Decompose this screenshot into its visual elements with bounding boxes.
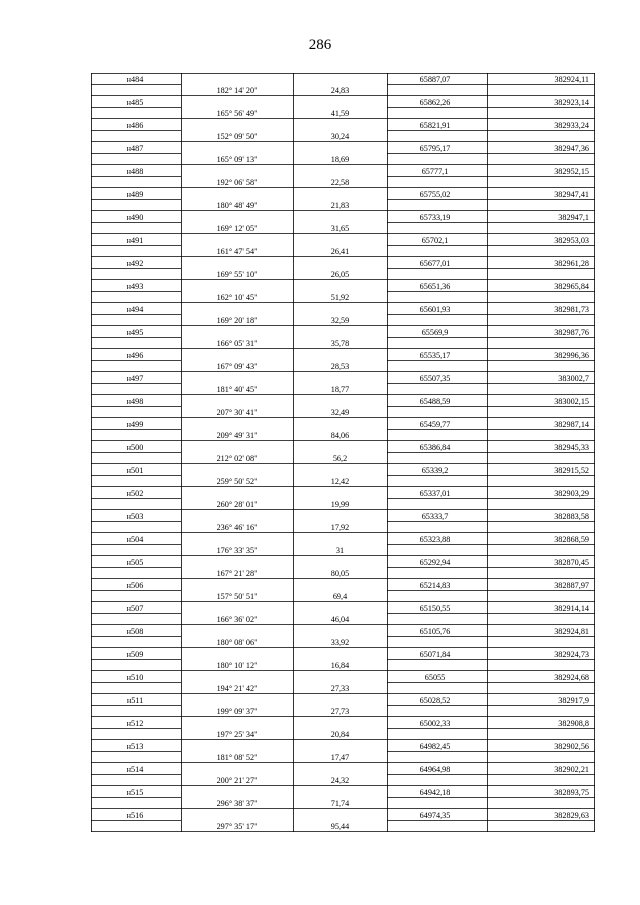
direction-angle: 260° 28' 01"	[216, 500, 258, 509]
point-label: н489	[126, 190, 144, 199]
direction-angle: 296° 38' 37"	[216, 799, 258, 808]
segment-length: 27,73	[330, 707, 350, 716]
direction-angle: 194° 21' 42"	[216, 684, 258, 693]
point-label: н493	[126, 282, 144, 291]
segment-length: 30,24	[330, 132, 350, 141]
y-coordinate: 382981,73	[554, 305, 589, 314]
table-row	[91, 142, 595, 165]
segment-length: 31	[335, 546, 345, 555]
point-label: н511	[126, 696, 144, 705]
table-row	[91, 671, 595, 694]
point-label: н500	[126, 443, 144, 452]
table-row	[91, 165, 595, 188]
x-coordinate: 65755,02	[419, 190, 451, 199]
y-coordinate: 382996,36	[554, 351, 589, 360]
segment-length: 27,33	[330, 684, 350, 693]
segment-length: 80,05	[330, 569, 350, 578]
direction-angle: 180° 10' 12"	[216, 661, 258, 670]
direction-angle: 169° 12' 05"	[216, 224, 258, 233]
table-row	[91, 395, 595, 418]
x-coordinate: 65150,55	[419, 604, 451, 613]
x-coordinate: 65105,76	[419, 627, 451, 636]
direction-angle: 165° 09' 13"	[216, 155, 258, 164]
y-coordinate: 382953,03	[554, 236, 589, 245]
x-coordinate: 65887,07	[419, 75, 451, 84]
x-coordinate: 65323,88	[419, 535, 451, 544]
segment-length: 18,69	[330, 155, 350, 164]
table-row	[91, 740, 595, 763]
y-coordinate: 382902,21	[554, 765, 589, 774]
table-row	[91, 418, 595, 441]
point-label: н516	[126, 811, 144, 820]
coordinate-table	[91, 73, 595, 832]
y-coordinate: 382917,9	[558, 696, 589, 705]
segment-length: 69,4	[332, 592, 348, 601]
table-row	[91, 786, 595, 809]
x-coordinate: 65733,19	[419, 213, 451, 222]
point-label: н507	[126, 604, 144, 613]
point-label: н494	[126, 305, 144, 314]
y-coordinate: 382924,81	[554, 627, 589, 636]
x-coordinate: 65337,01	[419, 489, 451, 498]
point-label: н490	[126, 213, 144, 222]
direction-angle: 199° 09' 37"	[216, 707, 258, 716]
direction-angle: 236° 46' 16"	[216, 523, 258, 532]
table-row	[91, 96, 595, 119]
x-coordinate: 65488,59	[419, 397, 451, 406]
point-label: н506	[126, 581, 144, 590]
direction-angle: 181° 08' 52"	[216, 753, 258, 762]
point-label: н488	[126, 167, 144, 176]
segment-length: 21,83	[330, 201, 350, 210]
x-coordinate: 65339,2	[421, 466, 449, 475]
direction-angle: 169° 20' 18"	[216, 316, 258, 325]
table-row	[91, 763, 595, 786]
segment-length: 33,92	[330, 638, 350, 647]
y-coordinate: 382915,52	[554, 466, 589, 475]
direction-angle: 200° 21' 27"	[216, 776, 258, 785]
segment-length: 51,92	[330, 293, 350, 302]
x-coordinate: 65535,17	[419, 351, 451, 360]
y-coordinate: 382987,76	[554, 328, 589, 337]
segment-length: 32,59	[330, 316, 350, 325]
segment-length: 56,2	[332, 454, 348, 463]
table-row	[91, 326, 595, 349]
x-coordinate: 65569,9	[421, 328, 449, 337]
point-label: н508	[126, 627, 144, 636]
direction-angle: 157° 50' 51"	[216, 592, 258, 601]
direction-angle: 165° 56' 49"	[216, 109, 258, 118]
direction-angle: 166° 05' 31"	[216, 339, 258, 348]
point-label: н487	[126, 144, 144, 153]
segment-length: 24,83	[330, 86, 350, 95]
segment-length: 71,74	[330, 799, 350, 808]
table-row	[91, 579, 595, 602]
x-coordinate: 64974,35	[419, 811, 451, 820]
table-row	[91, 602, 595, 625]
point-label: н501	[126, 466, 144, 475]
direction-angle: 166° 36' 02"	[216, 615, 258, 624]
segment-length: 24,32	[330, 776, 350, 785]
y-coordinate: 382883,58	[554, 512, 589, 521]
table-row	[91, 372, 595, 395]
direction-angle: 181° 40' 45"	[216, 385, 258, 394]
point-label: н485	[126, 98, 144, 107]
direction-angle: 162° 10' 45"	[216, 293, 258, 302]
y-coordinate: 382947,36	[554, 144, 589, 153]
x-coordinate: 65002,33	[419, 719, 451, 728]
y-coordinate: 382952,15	[554, 167, 589, 176]
x-coordinate: 64942,18	[419, 788, 451, 797]
table-row	[91, 73, 595, 96]
y-coordinate: 382924,68	[554, 673, 589, 682]
y-coordinate: 382961,28	[554, 259, 589, 268]
y-coordinate: 382945,33	[554, 443, 589, 452]
y-coordinate: 382933,24	[554, 121, 589, 130]
point-label: н512	[126, 719, 144, 728]
point-label: н509	[126, 650, 144, 659]
y-coordinate: 382924,73	[554, 650, 589, 659]
segment-length: 95,44	[330, 822, 350, 831]
segment-length: 28,53	[330, 362, 350, 371]
x-coordinate: 65333,7	[421, 512, 449, 521]
table-row	[91, 188, 595, 211]
x-coordinate: 65459,77	[419, 420, 451, 429]
x-coordinate: 64982,45	[419, 742, 451, 751]
y-coordinate: 382923,14	[554, 98, 589, 107]
direction-angle: 207° 30' 41"	[216, 408, 258, 417]
table-row	[91, 533, 595, 556]
y-coordinate: 382868,59	[554, 535, 589, 544]
table-row	[91, 280, 595, 303]
direction-angle: 167° 21' 28"	[216, 569, 258, 578]
segment-length: 31,65	[330, 224, 350, 233]
point-label: н492	[126, 259, 144, 268]
table-row	[91, 441, 595, 464]
direction-angle: 212° 02' 08"	[216, 454, 258, 463]
y-coordinate: 382903,29	[554, 489, 589, 498]
x-coordinate: 65071,84	[419, 650, 451, 659]
x-coordinate: 65862,26	[419, 98, 451, 107]
direction-angle: 152° 09' 50"	[216, 132, 258, 141]
point-label: н491	[126, 236, 144, 245]
y-coordinate: 383002,7	[558, 374, 589, 383]
y-coordinate: 382947,41	[554, 190, 589, 199]
segment-length: 18,77	[330, 385, 350, 394]
segment-length: 16,84	[330, 661, 350, 670]
x-coordinate: 64964,98	[419, 765, 451, 774]
x-coordinate: 65702,1	[421, 236, 449, 245]
point-label: н498	[126, 397, 144, 406]
segment-length: 32,49	[330, 408, 350, 417]
direction-angle: 180° 48' 49"	[216, 201, 258, 210]
point-label: н497	[126, 374, 144, 383]
direction-angle: 180° 08' 06"	[216, 638, 258, 647]
x-coordinate: 65386,84	[419, 443, 451, 452]
point-label: н503	[126, 512, 144, 521]
direction-angle: 297° 35' 17"	[216, 822, 258, 831]
segment-length: 22,58	[330, 178, 350, 187]
x-coordinate: 65677,01	[419, 259, 451, 268]
table-row	[91, 648, 595, 671]
y-coordinate: 382829,63	[554, 811, 589, 820]
table-row	[91, 510, 595, 533]
table-row	[91, 257, 595, 280]
table-row	[91, 487, 595, 510]
point-label: н502	[126, 489, 144, 498]
direction-angle: 209° 49' 31"	[216, 431, 258, 440]
x-coordinate: 65777,1	[421, 167, 449, 176]
page-number: 286	[308, 37, 332, 53]
x-coordinate: 65292,94	[419, 558, 451, 567]
segment-length: 41,59	[330, 109, 350, 118]
point-label: н513	[126, 742, 144, 751]
table-row	[91, 119, 595, 142]
segment-length: 46,04	[330, 615, 350, 624]
y-coordinate: 382947,1	[558, 213, 589, 222]
direction-angle: 169° 55' 10"	[216, 270, 258, 279]
x-coordinate: 65055	[424, 673, 446, 682]
table-row	[91, 349, 595, 372]
y-coordinate: 382914,14	[554, 604, 589, 613]
point-label: н484	[126, 75, 144, 84]
segment-length: 19,99	[330, 500, 350, 509]
segment-length: 26,05	[330, 270, 350, 279]
direction-angle: 167° 09' 43"	[216, 362, 258, 371]
segment-length: 26,41	[330, 247, 350, 256]
x-coordinate: 65821,91	[419, 121, 451, 130]
point-label: н495	[126, 328, 144, 337]
table-row	[91, 303, 595, 326]
segment-length: 35,78	[330, 339, 350, 348]
y-coordinate: 382902,56	[554, 742, 589, 751]
segment-length: 12,42	[330, 477, 350, 486]
y-coordinate: 382893,75	[554, 788, 589, 797]
x-coordinate: 65651,36	[419, 282, 451, 291]
y-coordinate: 382987,14	[554, 420, 589, 429]
y-coordinate: 382908,8	[558, 719, 589, 728]
segment-length: 17,47	[330, 753, 350, 762]
table-row	[91, 625, 595, 648]
direction-angle: 182° 14' 20"	[216, 86, 258, 95]
y-coordinate: 382870,45	[554, 558, 589, 567]
x-coordinate: 65507,35	[419, 374, 451, 383]
table-row	[91, 211, 595, 234]
y-coordinate: 382887,97	[554, 581, 589, 590]
table-row	[91, 717, 595, 740]
segment-length: 20,84	[330, 730, 350, 739]
point-label: н515	[126, 788, 144, 797]
direction-angle: 161° 47' 54"	[216, 247, 258, 256]
direction-angle: 176° 33' 35"	[216, 546, 258, 555]
x-coordinate: 65214,83	[419, 581, 451, 590]
direction-angle: 259° 50' 52"	[216, 477, 258, 486]
point-label: н499	[126, 420, 144, 429]
segment-length: 84,06	[330, 431, 350, 440]
x-coordinate: 65795,17	[419, 144, 451, 153]
direction-angle: 197° 25' 34"	[216, 730, 258, 739]
table-row	[91, 809, 595, 832]
point-label: н486	[126, 121, 144, 130]
table-row	[91, 556, 595, 579]
table-row	[91, 464, 595, 487]
point-label: н496	[126, 351, 144, 360]
y-coordinate: 382965,84	[554, 282, 589, 291]
point-label: н514	[126, 765, 144, 774]
segment-length: 17,92	[330, 523, 350, 532]
point-label: н505	[126, 558, 144, 567]
y-coordinate: 383002,15	[554, 397, 589, 406]
x-coordinate: 65601,93	[419, 305, 451, 314]
point-label: н504	[126, 535, 144, 544]
table-row	[91, 694, 595, 717]
x-coordinate: 65028,52	[419, 696, 451, 705]
point-label: н510	[126, 673, 144, 682]
table-row	[91, 234, 595, 257]
y-coordinate: 382924,11	[554, 75, 589, 84]
direction-angle: 192° 06' 58"	[216, 178, 258, 187]
